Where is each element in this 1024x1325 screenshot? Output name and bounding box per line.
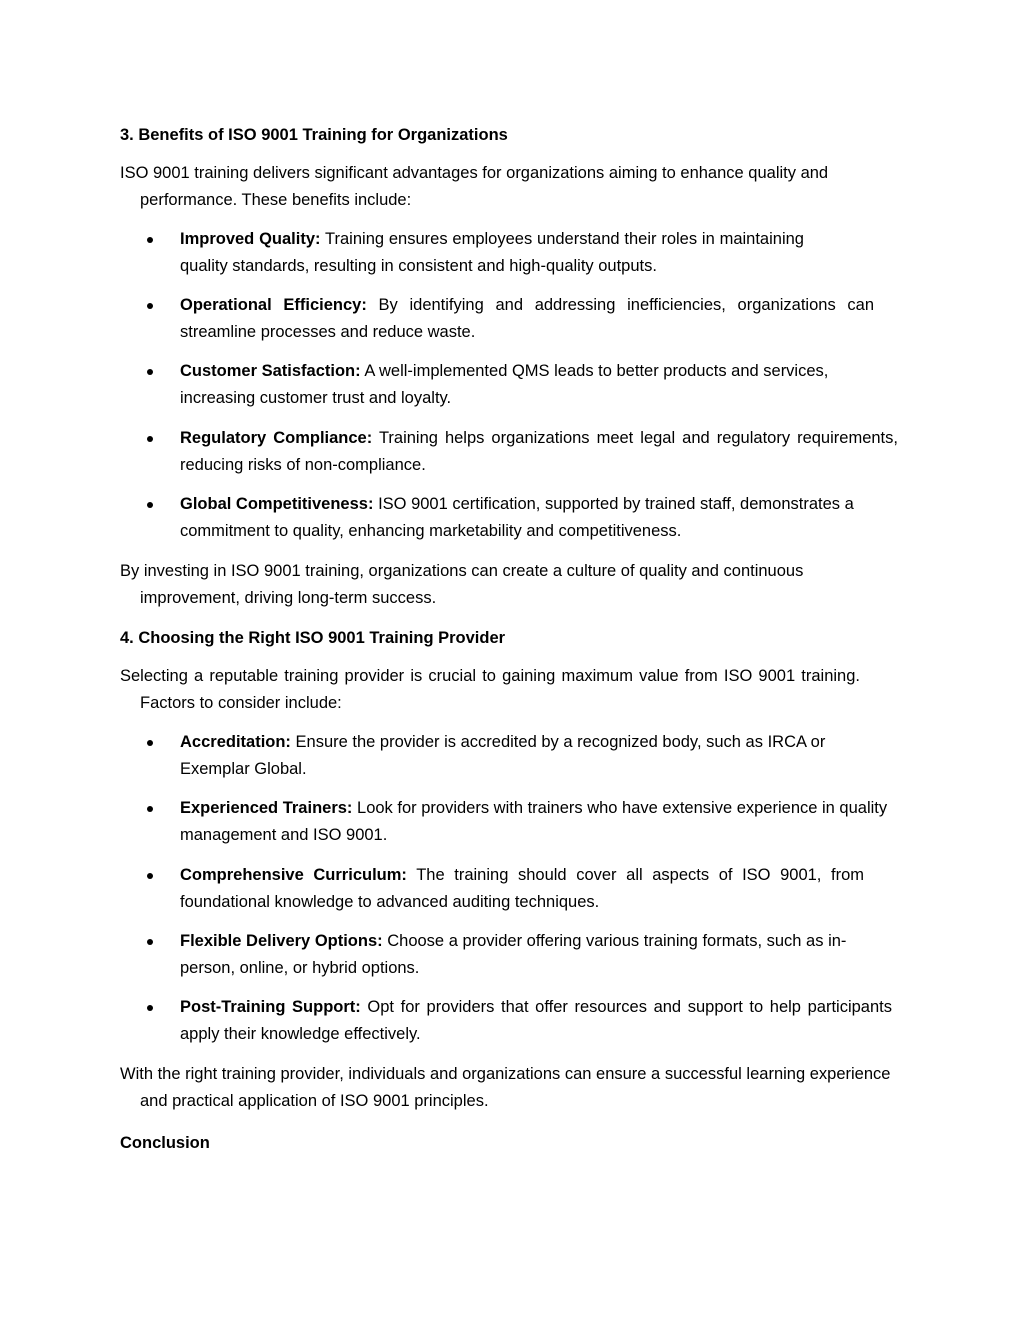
provider-item-accreditation bbox=[180, 729, 892, 782]
provider-term: Post-Training Support: bbox=[180, 998, 361, 1016]
section-4-heading: 4. Choosing the Right ISO 9001 Training Provider bbox=[120, 629, 506, 647]
provider-item-post-training-support bbox=[180, 994, 892, 1047]
benefit-term: Operational Efficiency: bbox=[180, 296, 367, 314]
benefit-text: By identifying and addressing inefficiencies, organizations can streamline processes and reduce waste. bbox=[180, 296, 874, 341]
section-3-heading: 3. Benefits of ISO 9001 Training for Organizations bbox=[120, 126, 508, 144]
benefit-item-operational-efficiency bbox=[180, 292, 874, 345]
provider-text: The training should cover all aspects of ISO 9001, from foundational knowledge to advanced auditing techniques. bbox=[180, 866, 864, 911]
benefit-item-global-competitiveness bbox=[180, 491, 915, 544]
provider-item-flexible-delivery bbox=[180, 928, 892, 981]
provider-term: Experienced Trainers: bbox=[180, 799, 353, 817]
provider-text: Ensure the provider is accredited by a recognized body, such as IRCA or Exemplar Global. bbox=[180, 733, 826, 778]
bullet-icon bbox=[147, 303, 153, 309]
bullet-icon bbox=[147, 237, 153, 243]
benefit-term: Improved Quality: bbox=[180, 230, 321, 248]
bullet-icon bbox=[147, 1005, 153, 1011]
benefit-item-regulatory-compliance bbox=[180, 425, 898, 478]
bullet-icon bbox=[147, 740, 153, 746]
benefit-item-customer-satisfaction bbox=[180, 358, 908, 411]
provider-text: Look for providers with trainers who have extensive experience in quality management and ISO 9001. bbox=[180, 799, 888, 844]
benefit-term: Customer Satisfaction: bbox=[180, 362, 361, 380]
section-3-intro: ISO 9001 training delivers significant advantages for organizations aiming to enhance quality and performance. These benefits include: bbox=[120, 164, 829, 209]
benefit-item-improved-quality bbox=[180, 226, 804, 279]
benefit-term: Global Competitiveness: bbox=[180, 495, 374, 513]
bullet-icon bbox=[147, 873, 153, 879]
conclusion-heading: Conclusion bbox=[120, 1134, 210, 1152]
benefit-text: A well-implemented QMS leads to better products and services, increasing customer trust and loyalty. bbox=[180, 362, 829, 407]
section-4-intro: Selecting a reputable training provider is crucial to gaining maximum value from ISO 9001 training. Factors to consider include: bbox=[120, 667, 860, 712]
provider-text: Choose a provider offering various training formats, such as in- person, online, or hybrid options. bbox=[180, 932, 847, 977]
benefit-term: Regulatory Compliance: bbox=[180, 429, 373, 447]
benefit-text: Training ensures employees understand their roles in maintaining quality standards, resulting in consistent and high-quality outputs. bbox=[180, 230, 804, 275]
benefit-text: Training helps organizations meet legal and regulatory requirements, reducing risks of non-compliance. bbox=[180, 429, 898, 474]
section-3-outro: By investing in ISO 9001 training, organizations can create a culture of quality and continuous improvement, driving long-term success. bbox=[120, 562, 804, 607]
provider-item-comprehensive-curriculum bbox=[180, 862, 864, 915]
bullet-icon bbox=[147, 369, 153, 375]
bullet-icon bbox=[147, 502, 153, 508]
bullet-icon bbox=[147, 939, 153, 945]
section-4-outro: With the right training provider, individuals and organizations can ensure a successful learning experience and practical application of ISO 9001 principles. bbox=[120, 1065, 891, 1110]
bullet-icon bbox=[147, 806, 153, 812]
benefit-text: ISO 9001 certification, supported by trained staff, demonstrates a commitment to quality, enhancing marketability and competitiveness. bbox=[180, 495, 854, 540]
provider-item-experienced-trainers bbox=[180, 795, 908, 848]
provider-text: Opt for providers that offer resources and support to help participants apply their knowledge effectively. bbox=[180, 998, 892, 1043]
provider-term: Flexible Delivery Options: bbox=[180, 932, 383, 950]
provider-term: Accreditation: bbox=[180, 733, 291, 751]
provider-term: Comprehensive Curriculum: bbox=[180, 866, 407, 884]
bullet-icon bbox=[147, 436, 153, 442]
